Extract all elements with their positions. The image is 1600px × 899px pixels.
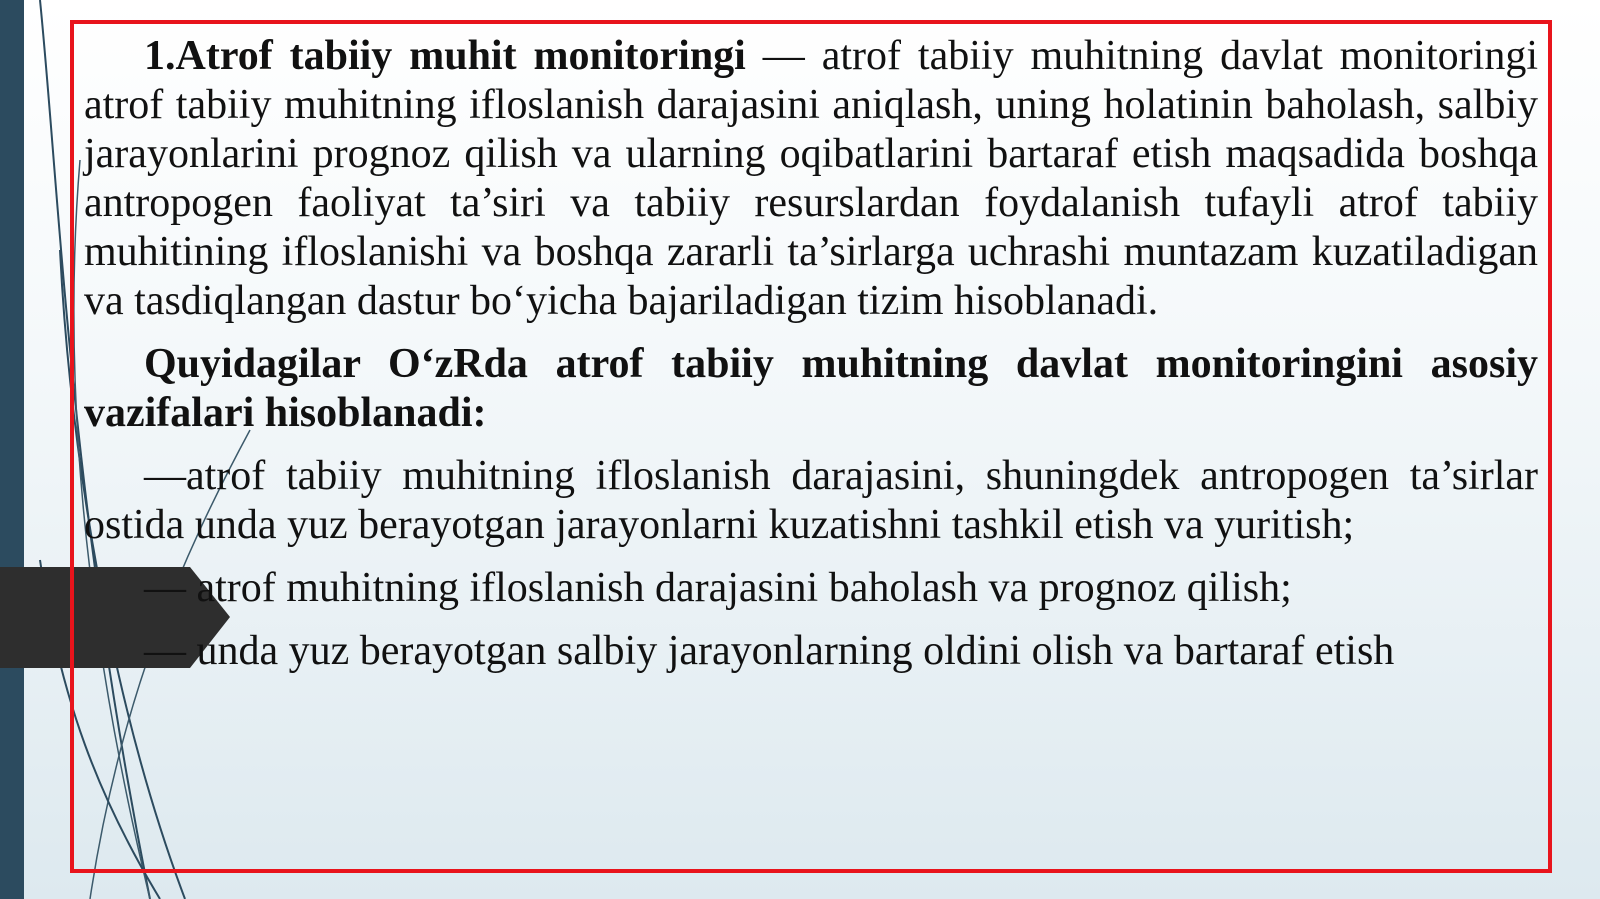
task-item-1: —atrof tabiiy muhitning ifloslanish darajasini, shuningdek antropogen ta’sirlar ostida unda yuz berayotgan jarayonlarni kuzatishni tashkil etish va yuritish; <box>84 453 1538 548</box>
definition-paragraph <box>84 32 1538 326</box>
tasks-heading: Quyidagilar O‘zRda atrof tabiiy muhitning davlat monitoringini asosiy vazifalari hisoblanadi: <box>84 341 1538 436</box>
definition-title: 1.Atrof tabiiy muhit monitoringi <box>144 33 746 79</box>
definition-body: — atrof tabiiy muhitning davlat monitoringi atrof tabiiy muhitning ifloslanish darajasini aniqlash, uning holatinin baholash, salbiy jarayonlarini prognoz qilish va ularning oqibatlarini bartaraf etish maqsadida boshqa antropogen faoliyat ta’siri va tabiiy resurslardan foydalanish tufayli atrof tabiiy muhitining ifloslanishi va boshqa zararli ta’sirlarga uchrashi muntazam kuzatiladigan va tasdiqlangan dastur bo‘yicha bajariladigan tizim hisoblanadi. <box>84 33 1538 324</box>
slide-text-content <box>84 32 1538 676</box>
task-item-3: — unda yuz berayotgan salbiy jarayonlarning oldini olish va bartaraf etish <box>144 628 1395 674</box>
task-item-2: — atrof muhitning ifloslanish darajasini baholash va prognoz qilish; <box>144 565 1292 611</box>
